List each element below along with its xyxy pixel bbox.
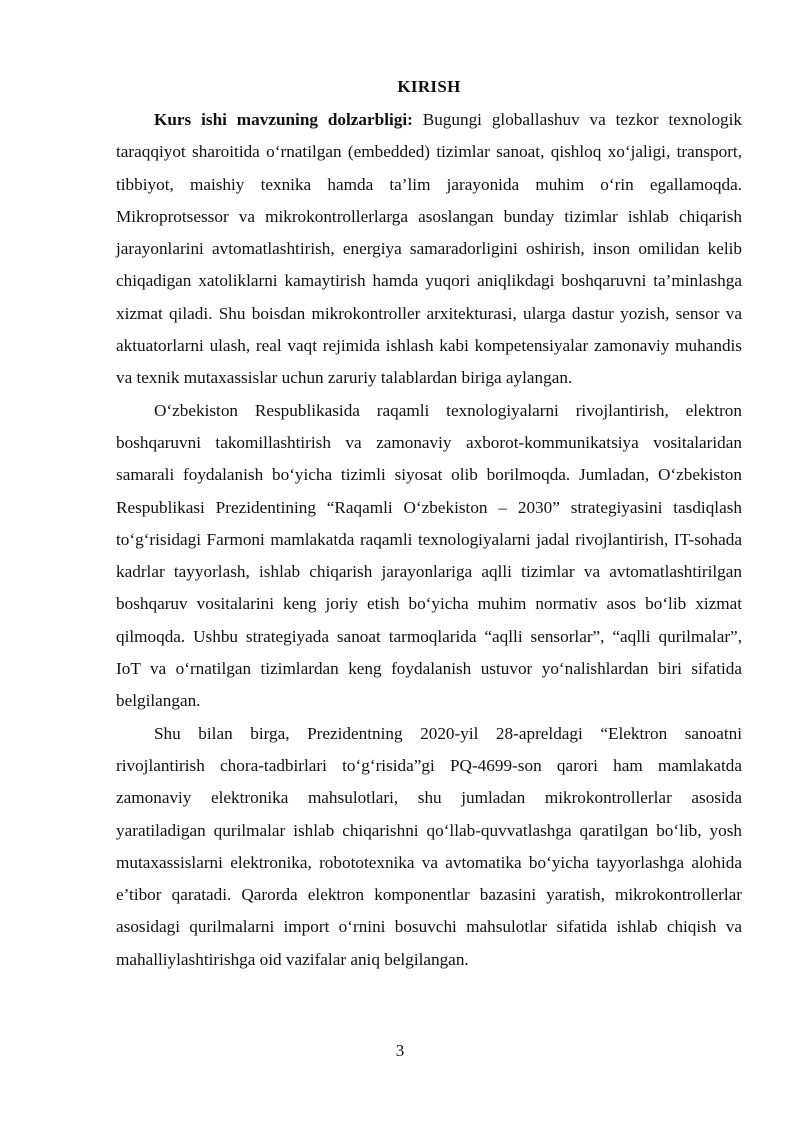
paragraph-text: Shu bilan birga, Prezidentning 2020-yil 28-apreldagi “Elektron sanoatni rivojlantirish chora-tadbirlari to‘g‘risida”gi PQ-4699-son qarori ham mamlakatda zamonaviy elektronika mahsulotlari, shu jumladan mikrokontrollerlar asosida yaratiladigan qurilmalar ishlab chiqarishni qo‘llab-quvvatlashga qaratilgan bo‘lib, yosh mutaxassislarni elektronika, robototexnika va avtomatika bo‘yicha tayyorlashga alohida e’tibor qaratadi. Qarorda elektron komponentlar bazasini yaratish, mikrokontrollerlar asosidagi qurilmalarni import o‘rnini bosuvchi mahsulotlar sifatida ishlab chiqish va mahalliylashtirishga oid vazifalar aniq belgilangan.	[116, 723, 742, 969]
paragraph-electronics-decree	[116, 718, 742, 976]
paragraph-relevance	[116, 104, 742, 395]
paragraph-digital-strategy	[116, 395, 742, 718]
page-number: 3	[395, 1041, 405, 1060]
section-heading: KIRISH	[397, 77, 461, 96]
paragraph-text: O‘zbekiston Respublikasida raqamli texnologiyalarni rivojlantirish, elektron boshqaruvni takomillashtirish va zamonaviy axborot-kommunikatsiya vositalaridan samarali foydalanish bo‘yicha tizimli siyosat olib borilmoqda. Jumladan, O‘zbekiston Respublikasi Prezidentining “Raqamli O‘zbekiston – 2030” strategiyasini tasdiqlash to‘g‘risidagi Farmoni mamlakatda raqamli texnologiyalarni jadal rivojlantirish, IT-sohada kadrlar tayyorlash, ishlab chiqarish jarayonlariga aqlli tizimlar va avtomatlashtirilgan boshqaruv vositalarini keng joriy etish bo‘yicha muhim normativ asos bo‘lib xizmat qilmoqda. Ushbu strategiyada sanoat tarmoqlarida “aqlli sensorlar”, “aqlli qurilmalar”, IoT va o‘rnatilgan tizimlardan keng foydalanish ustuvor yo‘nalishlardan biri sifatida belgilangan.	[116, 400, 742, 711]
paragraph-text: Bugungi globallashuv va tezkor texnologik taraqqiyot sharoitida o‘rnatilgan (embedded) tizimlar sanoat, qishloq xo‘jaligi, transport, tibbiyot, maishiy texnika hamda ta’lim jarayonida muhim o‘rin egallamoqda. Mikroprotsessor va mikrokontrollerlarga asoslangan bunday tizimlar ishlab chiqarish jarayonlarini avtomatlashtirish, energiya samaradorligini oshirish, inson omilidan kelib chiqadigan xatoliklarni kamaytirish hamda yuqori aniqlikdagi boshqaruvni ta’minlashga xizmat qiladi. Shu boisdan mikrokontroller arxitekturasi, ularga dastur yozish, sensor va aktuatorlarni ulash, real vaqt rejimida ishlash kabi kompetensiyalar zamonaviy muhandis va texnik mutaxassislar uchun zaruriy talablardan biriga aylangan.	[116, 110, 742, 388]
document-page	[116, 76, 742, 976]
paragraph-lead: Kurs ishi mavzuning dolzarbligi:	[154, 110, 413, 129]
